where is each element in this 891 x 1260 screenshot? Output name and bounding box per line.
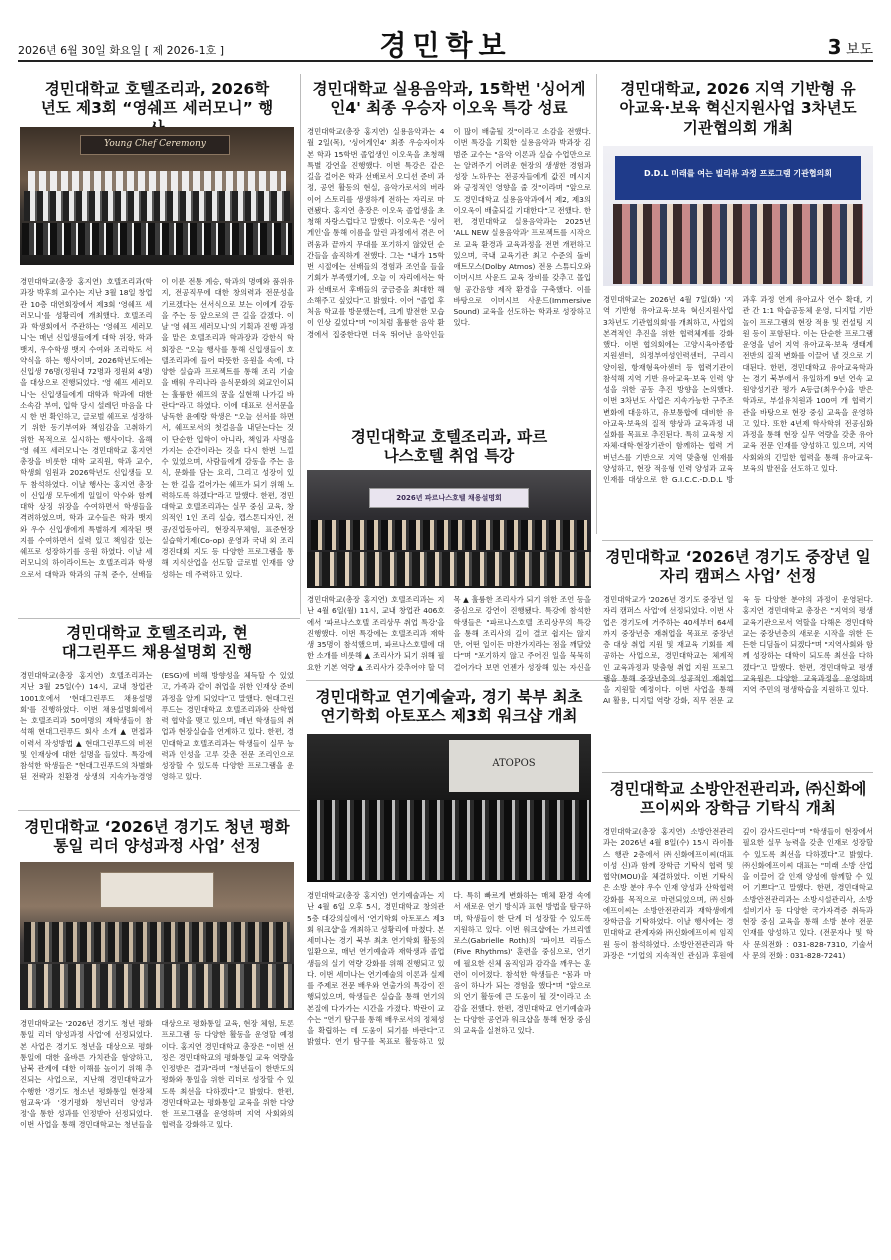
- article-headline: 경민대학교 ‘2026년 경기도 중장년 일자리 캠퍼스 사업’ 선정: [605, 548, 871, 586]
- article-headline: 경민대학교 호텔조리과, 2026학년도 제3회 “영쉐프 세러모니” 행: [40, 80, 274, 118]
- section-divider: [18, 618, 300, 619]
- article-hyundai-green-food: [20, 624, 294, 808]
- article-body: 경민대학교(총장 홍지연) 호텔조리과(학과장 박후희 교수)는 지난 3월 18일 창업관 10층 대연회장에서 제3회 '영쉐프 세러모니'를 성황리에 개최했다. 호텔조리과 학생회에서 주관하는 '영쉐프 세러모니'는 매년 신입생들에게 대학 위장, 학과 뱃지, 우수학생 뱃지 수여와 조리학도 서약식을 하는 행사이며, 2026학년도에는 신입생 76명(정원내 72명과 정원외 4명)을 대상으로 진행되었다. '영 쉐프 세러모니'는 신입생들에게 대학과 학과에 대한 소속감 부여, 입학 당시 설레던 마음을 다시 한 번 확인하고, 글로벌 쉐프로 성장하기 위한 동기부여와 책임감을 고취하기 위한 목적으로 실시하는 행사이다. 올해 '영 쉐프 세러모니'는 경민대학교 홍지연 총장을 비롯한 대학 교직원, 학과 교수, 학생회 임원과 2026학년도 신입생들 모두 참석하였다. 이날 행사는 홍지연 총장이 신입생 모두에게 일일이 악수와 함께 대학 상징 위장을 수여하면서 학생들을 격려하였으며, 학과 교수들은 학과 뱃지와 우수 신입생에게 특별하게 제작된 뱃지를 수여하면서 실력 있고 책임감 있는 쉐프로 성장하기를 응원 하였다. 이날 세러모니의 하이라이트는 호텔조리과 학생으로서 대학과 학과의 규칙 준수, 선배들이 이룬 전통 계승, 학과의 명예와 품위유지, 전공직무에 대한 창의력과 전문성을 기르겠다는 선서식으로 보는 이에게 감동을 주는 등 앞으로의 큰 길을 갈겠다. 이날 '영 쉐프 세러모니'의 기획과 진행 과정을 맡은 호텔조리과 학과장과 강한식 학회장은 "오늘 행사를 통해 신입생들이 호텔조리과에 들어 따뜻한 응원을 속에, 다양한 실습과 프로젝트를 통해 조리 기술을 배워 우리나라 음식문화의 외교인이되는 훌륭한 쉐프의 꿈을 실현해 나가길 바란다"라고 하였다. 이에 대표로 선서문을 낭독한 윤예랑 학생은 "오늘 선서를 하면서, 쉐프로서의 첫걸음을 내딛는다는 것이 단순한 입학이 아니라, 책임과 사명을 가지는 순간이라는 것을 다시 한번 느낄 수 있었으며, 사람들에게 감동을 주는 음식, 문화를 담는 요리, 그리고 성장이 있는 한 길을 걸어가는 쉐프가 되기 위해 노력하도록 하겠다"라고 말했다. 한편, 경민대학교 호텔조리과는 실무 중심 교육, 창의적인 1인 조리 실습, 캡스톤디자인, 전공/진업동아리, 현장직무체험, 표준현장실습학기제(Co-op) 운영과 국내 외 조리경진대회 지도 등 다양한 프로그램을 통해 지식산업을 선도할 글로벌 인재를 양성하는 데 주력하고 있다.: [20, 277, 294, 579]
- article-headline: 경민대학교 ‘2026년 경기도 청년 평화통일 리더 양성과정 사업’ 선정: [24, 818, 290, 856]
- article-body: 경민대학교는 '2026년 경기도 청년 평화통일 리더 양성과정 사업'에 선정되었다. 본 사업은 경기도 청년을 대상으로 평화통일에 대한 올바른 가치관을 함양하고, 남북 관계에 대한 이해를 높이기 위해 추진되는 사업으로, 지난해 경민대학교가 수행한 '경기도 청소년 평화통일 현장체험교육'과 '경기평화 청년리더 양성과정'을 통한 성과를 인정받아 선정되었다. 이번 사업을 통해 경민대학교는 청년들을 대상으로 평화통일 교육, 현장 체험, 토론 프로그램 등 다양한 활동을 운영할 예정이다. 홍지연 경민대학교 총장은 "이번 선정은 경민대학교의 평화통일 교육 역량을 인정받은 결과"라며 "청년들이 한반도의 평화와 통일을 위한 리더로 성장할 수 있도록 최선을 다하겠다"고 밝혔다. 한편, 경민대학교는 평화통일 교육을 위한 다양한 프로그램을 운영하며 지역 사회와의 협력을 강화하고 있다.: [20, 1019, 294, 1130]
- page-indicator: [828, 35, 873, 59]
- article-body: 경민대학교(총장 홍지연) 호텔조리과는 지난 3월 25일(수) 14시, 교내 창업관 1001호에서 '현대그린푸드 채용설명회'를 진행하였다. 이번 채용설명회에서는 호텔조리과 50여명의 재학생들이 참석해 현대그린푸드 회사 소개 ▲ 면접과 이력서 작성방법 ▲ 현대그린푸드의 비전 및 인재상에 대한 설명을 들었다. 특강에 참석한 학생들은 "현대그린푸드의 차별화된 전략과 친환경 상생의 지속가능경영(ESG)에 비해 방향성을 체득할 수 있었고, 가족과 같이 취업을 위한 인재상 준비 과정을 알게 되었다"고 말했다. 현대그린푸드는 경민대학교 호텔조리과와 산학협력 협약을 맺고 있으며, 매년 학생들의 취업과 현장실습을 연계하고 있다. 한편, 경민대학교 호텔조리과는 학생들이 실무 능력과 인성을 고루 갖춘 전문 조리인으로 성장할 수 있도록 다양한 프로그램을 운영하고 있다.: [20, 671, 294, 782]
- article-peace-unification-leader: [20, 818, 294, 1248]
- article-fire-safety-scholarship: [603, 780, 873, 1248]
- article-body: 경민대학교(총장 홍지연) 연기예술과는 지난 4월 6일 오후 5시, 경민대학교 창의관 5층 대강의실에서 '연기학회 아토포스 제3회 워크샵'을 개최하고 성황리에 마쳤다. 본 세미나는 경기 북부 최초 연기학회 활동의 일환으로, 매년 연기예술과 재학생과 졸업생들의 실기 역량 강화를 위해 진행되고 있다. 이번 세미나는 연기예술의 이론과 실제를 주제로 전문 배우와 연출가의 특강이 진행되었으며, 학생들은 실습을 통해 연기의 본질에 다가가는 시간을 가졌다. 박란이 교수는 "연기 탐구를 통해 배우로서의 정체성을 확립하는 데 도움이 되기를 바란다"고 밝혔다. 연기 탐구를 목표로 활동하고 있다. 특히 빠르게 변화하는 매체 환경 속에서 새로운 연기 방식과 표현 방법을 탐구하며, 학생들이 한 단계 더 성장할 수 있도록 지원하고 있다. 이번 워크샵에는 가브리엘 로스(Gabrielle Roth)의 '파이브 리듬스(Five Rhythms)' 훈련을 중심으로, 연기에 필요한 신체 움직임과 감각을 깨우는 훈련이 이어졌다. 참석한 학생들은 "몸과 마음이 하나가 되는 경험을 했다"며 "앞으로의 연기 활동에 큰 도움이 될 것"이라고 소감을 전했다. 한편, 경민대학교 연기예술과는 다양한 공연과 워크샵을 통해 현장 중심의 교육을 실천하고 있다.: [307, 891, 591, 1047]
- article-body: 경민대학교(총장 홍지연) 실용음악과는 4월 2일(목), '싱어게인4' 최종 우승자이자 본 학과 15학번 졸업생인 이오욱을 초청해 특별 강연을 진행했다. 이번 특강은 같은 길을 걸어온 학과 선배로서 오디션 준비 과정, 공연 활동의 현실, 음악가로서의 버라이어 스토리를 생생하게 전하는 자리로 마련됐다. 홍지연 총장은 이오욱 졸업생을 초청해 자랑스럽다고 말했다. 이오욱은 '싱어게인'을 통해 이름을 알린 과정에서 겪은 어려움과 끝까지 무대를 포기하지 않았던 순간들을 솔직하게 전했다. 그는 "내가 15학번 시절에는 선배들의 경험과 조언을 들을 기회가 부족했기에, 오늘 이 자리에서는 학과 선배로서 후배들의 궁금증을 최대한 해소해주고 싶었다"고 밝혔다. 이어 "졸업 후 처음 학교를 방문했는데, 크게 발전한 모습이 인상 깊었다"며 "이처럼 훌륭한 음악 환경에서 집중한다면 더욱 뛰어난 음악인들이 많이 배출될 것"이라고 소감을 전했다. 이번 특강을 기획한 실용음악과 박과장 김범준 교수는 "음악 이론과 실습 수업만으로는 알려주기 어려운 현장의 생생한 경험과 성장 노하우는 전공자들에게 값진 메시지와 긍정적인 영향을 줄 것"이라며 "앞으로도 경민대학교 실용음악과에서 제2, 제3의 이오욱이 배출되길 기대한다"고 전했다. 한편, 경민대학교 실용음악과는 2025년 'ALL NEW 실용음악과' 프로젝트를 시작으로 교육 환경과 교육과정을 전면 개편하고 있으며, 국내 교육기관 최고 수준의 돌비 애트모스(Dolby Atmos) 전용 스튜디오와 이머시브 사운드 교육 장비를 갖추고 몰입형 공간음향 제작 환경을 구축했다. 이를 바탕으로 이머시브 사운드(Immersive Sound) 교육을 선도하는 학과로 성장하고 있다.: [307, 127, 591, 339]
- article-body: 경민대학교(총장 홍지연) 소방안전관리과는 2026년 4월 8일(수) 15시 라이틀스 행관 2층에서 ㈜신화에프이씨(대표 이성 신)과 함께 장학금 기탁식 협력 및 협약(MOU)을 체결하였다. 이번 기탁식은 소방 분야 우수 인재 양성과 산학협력 강화를 목적으로 마련되었으며, ㈜신화에프이씨는 소방안전관리과 재학생에게 장학금을 기탁하였다. 이날 행사에는 경민대학교 관계자와 ㈜신화에프이씨 임직원 등이 참석하였다. 소방안전관리과 학과장은 "기업의 지속적인 관심과 후원에 깊이 감사드린다"며 "학생들이 현장에서 필요한 실무 능력을 갖춘 인재로 성장할 수 있도록 최선을 다하겠다"고 밝혔다. ㈜신화에프이씨 대표는 "미래 소방 산업을 이끌어 갈 인재 양성에 함께할 수 있어 기쁘다"고 말했다. 한편, 경민대학교 소방안전관리과는 소방시설관리사, 소방설비기사 등 다양한 국가자격증 취득과 현장 중심 교육을 통해 소방 분야 전문 인재를 양성하고 있다. (전문자나 및 학사 문의전화 : 031-828-7310, 기술서사 문의 전화 : 031-828-7241): [603, 827, 873, 960]
- lecture-group-photo: [307, 470, 591, 588]
- masthead: [18, 22, 873, 62]
- article-middle-age-jobs-campus: [603, 548, 873, 770]
- article-parnas-hotel-lecture: [307, 428, 591, 678]
- issue-date: 2026년 6월 30일 화요일 [ 제 2026-1호 ]: [18, 44, 225, 57]
- article-body: 경민대학교는 2026년 4월 7일(화) '지역 기반형 유아교육·보육 혁신지원사업 3차년도 기관협의회'를 개최하고, 사업의 본격적인 추진을 위한 협력체계를 강화했다. 이번 협의회에는 고양시육아종합지원센터, 의정부여성인력센터, 구리시양이원, 항재형육아센터 등 협력기관이 참석해 지역 기반 유아교육·보육 인력 양성을 위한 공동 추진 방향을 논의했다. 이번 3차년도 사업은 지속가능한 구주조 변화에 대응하고, 유보통합에 대비한 유아교육·보육의 질적 향상과 교육과정 내실화를 목표로 추진된다. 특히 교육청 지자체·대학·현장기관이 함께하는 협력 거버넌스를 기반으로 지역 맞춤형 인재를 양성하고, 현장 적응형 인력 양성과 교육 인재를 대상으로 한 G.I.C.C.-D.D.L 방과후 과정 연계 유아교사 연수 확대, 기관 간 1:1 학습공동체 운영, 디지털 기반 놀이 프로그램의 현장 적용 및 컨설팅 지원 등이 포함된다. 이는 단순한 프로그램 운영을 넘어 지역 유아교육·보육 생태계 전반의 질적 변화를 이끌어 낼 것으로 기대된다. 한편, 경민대학교 유아교육학과는 경기 북부에서 유일하게 9년 연속 교원양성기관 평가 A등급(최우수)을 받은 학과로, 부설유치원과 100여 개 협력기관을 바탕으로 현장 중심 교육을 운영하고 있다. 또한 4년제 학사학위 전공심화과정을 통해 현장 실무 역량을 갖춘 유아교육 전문 인재를 양성하고 있으며, 지역사회와의 긴밀한 협력을 통해 유아교육·보육의 발전을 선도하고 있다.: [603, 295, 873, 484]
- ceremony-group-photo: [20, 127, 294, 265]
- article-acting-workshop: [307, 688, 591, 1248]
- section-divider: [18, 810, 300, 811]
- article-headline: 경민대학교, 2026 지역 기반형 유아교육·보육 혁신지원사업 3차년도 기관협의회 개최: [619, 80, 857, 137]
- article-headline: 경민대학교 소방안전관리과, ㈜신화에프이씨와 장학금 기탁식 개최: [609, 780, 867, 818]
- council-group-photo: [603, 146, 873, 286]
- article-headline: 경민대학교 호텔조리과, 현대그린푸드 채용설명회 진행: [61, 624, 253, 662]
- page-number: 3: [827, 35, 842, 59]
- article-practical-music-lecture: [307, 80, 591, 420]
- column-divider: [596, 74, 597, 534]
- banner-text: D.D.L 미래를 여는 빌리뷰 과정 프로그램 기관협의회: [644, 169, 832, 178]
- article-young-chef-ceremony: [20, 80, 294, 615]
- article-headline: 경민대학교 실용음악과, 15학번 '싱어게인4' 최종 우승자 이오욱 특강 성료: [312, 80, 586, 118]
- article-body: 경민대학교가 '2026년 경기도 중장년 일자리 캠퍼스 사업'에 선정되었다. 이번 사업은 경기도에 거주하는 40세부터 64세까지 중장년층 재취업을 목표로 중장년층 대상 취업 지원 및 재교육 기회를 제공하는 사업으로, 경민대학교는 체계적인 교육과정과 맞춤형 취업 지원 프로그램을 통해 중장년층의 성공적인 재취업을 지원할 예정이다. 이번 사업을 통해 AI 활용, 디지털 역량 강화, 직무 전문 교육 등 다양한 분야의 과정이 운영된다. 홍지연 경민대학교 총장은 "지역의 평생 교육기관으로서 역할을 다해온 경민대학교는 중장년층의 새로운 시작을 위한 든든한 디딤돌이 되겠다"며 "지역사회와 함께 성장하는 대학이 되도록 최선을 다하겠다"고 말했다. 한편, 경민대학교 평생교육원은 다양한 교육과정을 운영하며 지역 주민의 평생학습을 지원하고 있다.: [603, 595, 873, 706]
- section-name: 보도: [845, 42, 873, 58]
- column-divider: [300, 74, 301, 614]
- article-headline: 경민대학교 호텔조리과, 파르나스호텔 취업 특강: [350, 428, 548, 466]
- banner-text: ATOPOS: [492, 758, 536, 769]
- article-childhood-education-council: [603, 80, 873, 536]
- newspaper-title: 경민학보: [379, 29, 512, 62]
- article-body: 경민대학교(총장 홍지연) 호텔조리과는 지난 4월 6일(월) 11시, 교내 창업관 406호에서 '파르나스호텔 조리상무 취업 특강'을 진행했다. 이번 특강에는 호텔조리과 재학생 35명이 참석했으며, 파르나스호텔에 대한 소개를 비롯해 ▲ 조리사가 되기 위해 필요한 기본 역량 ▲ 조리사가 갖추어야 할 덕목 ▲ 훌륭한 조리사가 되기 위한 조언 등을 중심으로 강연이 진행됐다. 특강에 참석한 학생들은 "파르나스호텔 조리상무의 특강을 통해 조리사의 길이 결코 쉽지는 않지만, 어떤 일이든 마찬가지라는 점을 깨달았다"며 "포기하지 않고 주어진 일을 묵묵히 걸어가다 보면 언젠가 성장해 있는 자신을: [307, 595, 591, 672]
- article-headline: 경민대학교 연기예술과, 경기 북부 최초 연기학회 아토포스 제3회 워크샵 개최: [315, 688, 583, 726]
- banner-text: Young Chef Ceremony: [104, 139, 206, 149]
- banner-text: 2026년 파르나스호텔 채용설명회: [396, 494, 502, 502]
- section-divider: [602, 540, 873, 541]
- section-divider: [602, 772, 873, 773]
- workshop-group-photo: [307, 734, 591, 882]
- unification-program-photo: [20, 862, 294, 1010]
